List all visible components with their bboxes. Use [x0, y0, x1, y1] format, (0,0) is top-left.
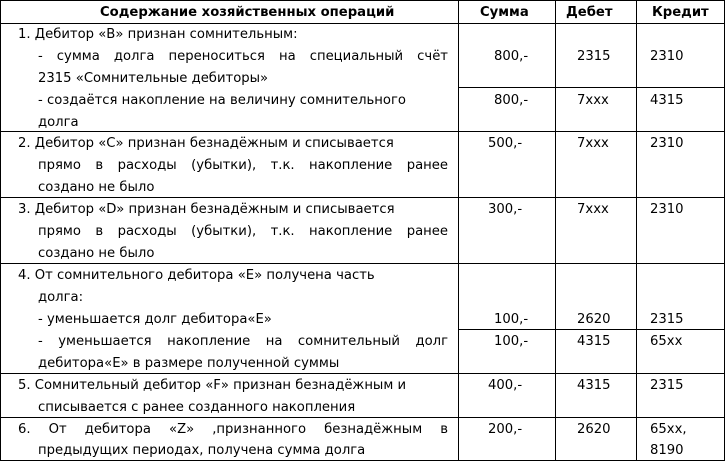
row-1-sub-2-line-1: - создаётся накопление на величину сомнительного — [38, 93, 406, 108]
row-2-credit: 2310 — [650, 136, 684, 151]
row-5-credit: 2315 — [650, 378, 684, 393]
row-6-line-2: предыдущих периодах, получена сумма долга — [38, 443, 366, 458]
row-1-sub-2-line-2: долга — [38, 115, 79, 130]
row-6-credit-line-2: 8190 — [650, 443, 684, 458]
row-2-debit: 7ххх — [577, 136, 609, 151]
row-6-debit: 2620 — [577, 422, 611, 437]
row-2-line-3: создано не было — [38, 180, 155, 195]
row-4-sub-2-line-1: - уменьшается накопление на сомнительный долг — [38, 334, 448, 349]
row-3-debit: 7ххх — [577, 202, 609, 217]
row-1-sub-2-amount: 800,- — [494, 93, 529, 108]
row-6-line-1: 6. От дебитора «Z» ,признанного безнадёжным в — [18, 422, 448, 437]
row-3-line-1: 3. Дебитор «D» признан безнадёжным и списывается — [18, 202, 395, 217]
row-1-sub-1-line-2: 2315 «Сомнительные дебиторы» — [38, 71, 269, 86]
header-operation: Содержание хозяйственных операций — [100, 5, 395, 20]
row-2-line-1: 2. Дебитор «С» признан безнадёжным и списывается — [18, 136, 394, 151]
col-border-credit — [636, 0, 637, 461]
row-2-amount: 500,- — [488, 136, 523, 151]
row-1-sub-1-debit: 2315 — [577, 49, 611, 64]
row-4-sub-2-line-2: дебитора«Е» в размере полученной суммы — [38, 356, 340, 371]
row-1-sub-2-credit: 4315 — [650, 93, 684, 108]
row-6-amount: 200,- — [488, 422, 523, 437]
header-debit: Дебет — [566, 5, 613, 20]
row-5-debit: 4315 — [577, 378, 611, 393]
row-divider-5 — [0, 417, 725, 418]
row-3-line-3: создано не было — [38, 246, 155, 261]
row-divider-2 — [0, 197, 725, 198]
row-4-line-2: долга: — [38, 290, 84, 305]
row-divider-3 — [0, 263, 725, 264]
row-5-line-2: списывается с ранее созданного накопления — [38, 400, 356, 415]
row-3-credit: 2310 — [650, 202, 684, 217]
row-1-title: 1. Дебитор «В» признан сомнительным: — [18, 27, 298, 42]
row-4-line-1: 4. От сомнительного дебитора «Е» получена часть — [18, 268, 375, 283]
row-4-sub-1-debit: 2620 — [577, 312, 611, 327]
row-4-sub-1-line-1: - уменьшается долг дебитора«Е» — [38, 312, 272, 327]
row-5-amount: 400,- — [488, 378, 523, 393]
row-3-line-2: прямо в расходы (убытки), т.к. накопление ранее — [38, 224, 448, 239]
subrow-divider-4 — [458, 329, 725, 330]
table-border-top — [0, 0, 725, 1]
row-3-amount: 300,- — [488, 202, 523, 217]
row-4-sub-1-amount: 100,- — [494, 312, 529, 327]
col-border-amount — [458, 0, 459, 461]
row-5-line-1: 5. Сомнительный дебитор «F» признан безнадёжным и — [18, 378, 407, 393]
header-divider — [0, 23, 725, 24]
row-divider-4 — [0, 373, 725, 374]
header-amount: Сумма — [480, 5, 529, 20]
row-4-sub-2-debit: 4315 — [577, 334, 611, 349]
row-1-sub-2-debit: 7ххх — [577, 93, 609, 108]
row-4-sub-2-credit: 65хх — [650, 334, 683, 349]
row-6-credit-line-1: 65хх, — [650, 422, 687, 437]
header-credit: Кредит — [652, 5, 709, 20]
row-4-sub-1-credit: 2315 — [650, 312, 684, 327]
row-divider-1 — [0, 131, 725, 132]
col-border-debit — [555, 0, 556, 461]
row-4-sub-2-amount: 100,- — [494, 334, 529, 349]
row-1-sub-1-credit: 2310 — [650, 49, 684, 64]
row-2-line-2: прямо в расходы (убытки), т.к. накопление ранее — [38, 158, 448, 173]
subrow-divider-1 — [458, 87, 725, 88]
row-1-sub-1-amount: 800,- — [494, 49, 529, 64]
row-1-sub-1-line-1: - сумма долга переноситься на специальный счёт — [38, 49, 448, 64]
col-border-left — [0, 0, 1, 461]
